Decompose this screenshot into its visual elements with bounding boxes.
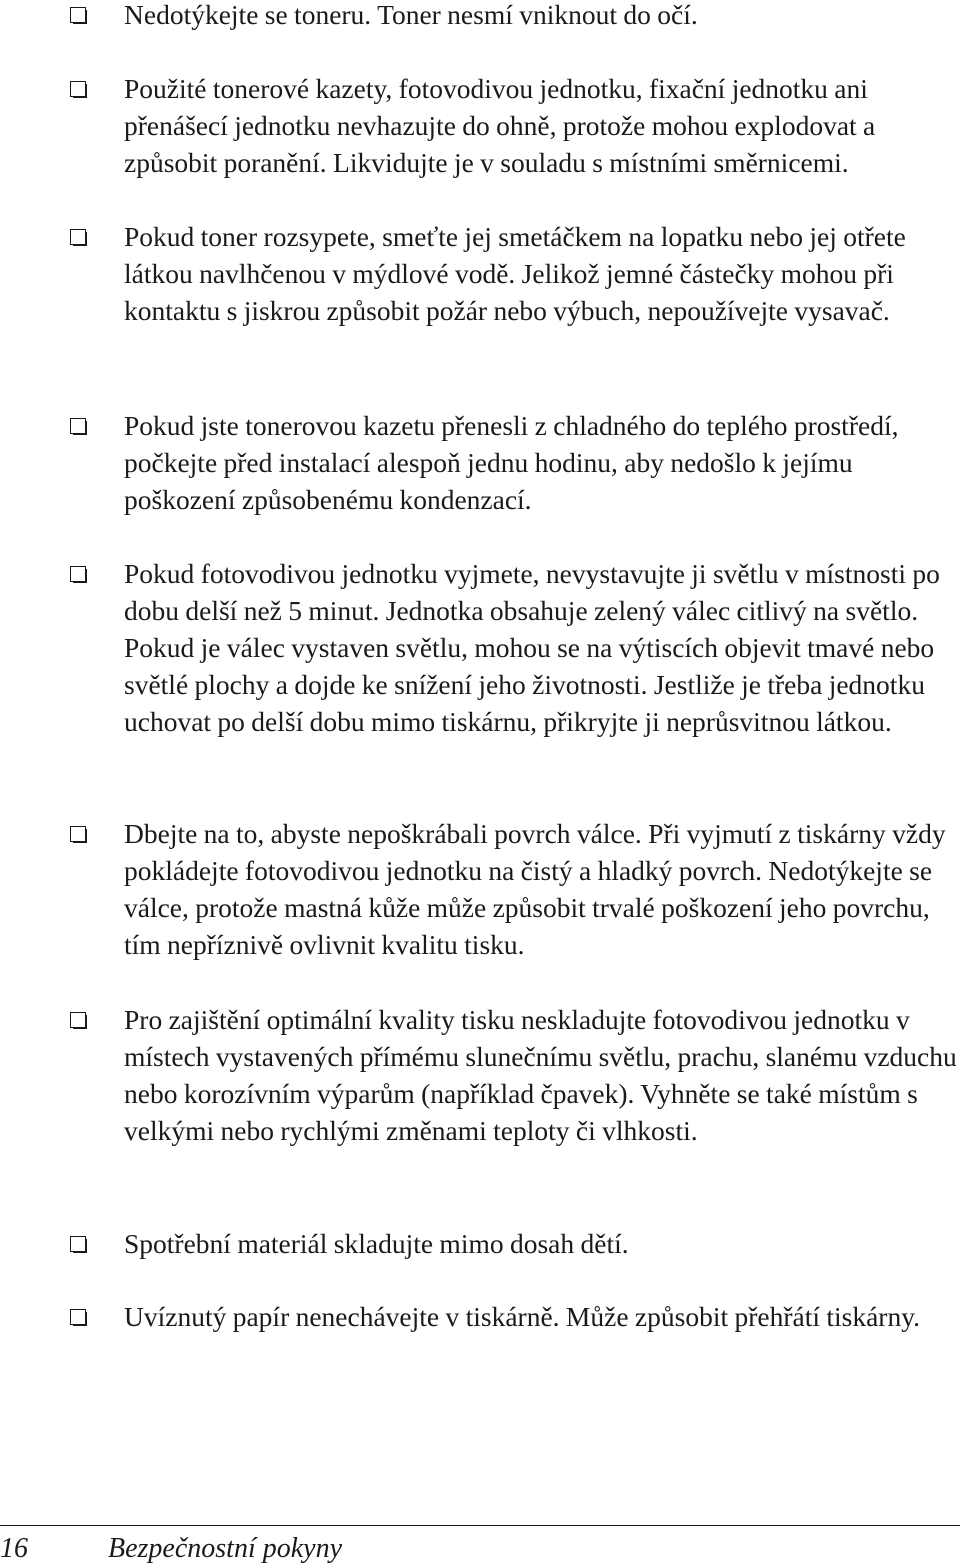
list-item-text: Pokud fotovodivou jednotku vyjmete, nevystavujte ji světlu v místnosti po dobu delší než 5 minut. Jednotka obsahuje zelený válec citlivý na světlo. Pokud je válec vystaven světlu, mohou se na výtiscích objevit tmavé nebo světlé plochy a dojde ke snížení jeho životnosti. Jestliže je třeba jednotku uchovat po delší dobu mimo tiskárnu, přikryjte ji neprůsvitnou látkou. — [124, 558, 940, 738]
checkbox-bullet-icon — [70, 566, 86, 582]
list-item-text: Pokud jste tonerovou kazetu přenesli z chladného do teplého prostředí, počkejte před instalací alespoň jednu hodinu, aby nedošlo k jejímu poškození způsobenému kondenzací. — [124, 410, 899, 516]
list-item-text: Pro zajištění optimální kvality tisku neskladujte fotovodivou jednotku v místech vystavených přímému slunečnímu světlu, prachu, slanému vzduchu nebo korozívním výparům (například čpavek). Vyhněte se také místům s velkými nebo rychlými změnami teploty či vlhkosti. — [124, 1004, 957, 1147]
checkbox-bullet-icon — [70, 418, 86, 434]
checkbox-bullet-icon — [70, 826, 86, 842]
footer-section-title: Bezpečnostní pokyny — [108, 1533, 343, 1564]
checkbox-bullet-icon — [70, 1309, 86, 1325]
checkbox-bullet-icon — [70, 7, 86, 23]
checkbox-bullet-icon — [70, 81, 86, 97]
checkbox-bullet-icon — [70, 229, 86, 245]
list-item-text: Nedotýkejte se toneru. Toner nesmí vniknout do očí. — [124, 0, 698, 30]
list-item-text: Pokud toner rozsypete, smeťte jej smetáčkem na lopatku nebo jej otřete látkou navlhčenou v mýdlové vodě. Jelikož jemné částečky mohou při kontaktu s jiskrou způsobit požár nebo výbuch, nepoužívejte vysavač. — [124, 221, 906, 327]
list-item-text: Spotřební materiál skladujte mimo dosah dětí. — [124, 1228, 629, 1259]
footer-divider — [0, 1525, 960, 1526]
page-number: 16 — [0, 1533, 28, 1564]
list-item-text: Dbejte na to, abyste nepoškrábali povrch válce. Při vyjmutí z tiskárny vždy pokládejte fotovodivou jednotku na čistý a hladký povrch. Nedotýkejte se válce, protože mastná kůže může způsobit trvalé poškození jeho povrchu, tím nepříznivě ovlivnit kvalitu tisku. — [124, 818, 946, 961]
checkbox-bullet-icon — [70, 1236, 86, 1252]
checkbox-bullet-icon — [70, 1012, 86, 1028]
list-item-text: Uvíznutý papír nenechávejte v tiskárně. Může způsobit přehřátí tiskárny. — [124, 1301, 921, 1332]
list-item-text: Použité tonerové kazety, fotovodivou jednotku, fixační jednotku ani přenášecí jednotku nevhazujte do ohně, protože mohou explodovat a způsobit poranění. Likvidujte je v souladu s místními směrnicemi. — [124, 73, 876, 179]
